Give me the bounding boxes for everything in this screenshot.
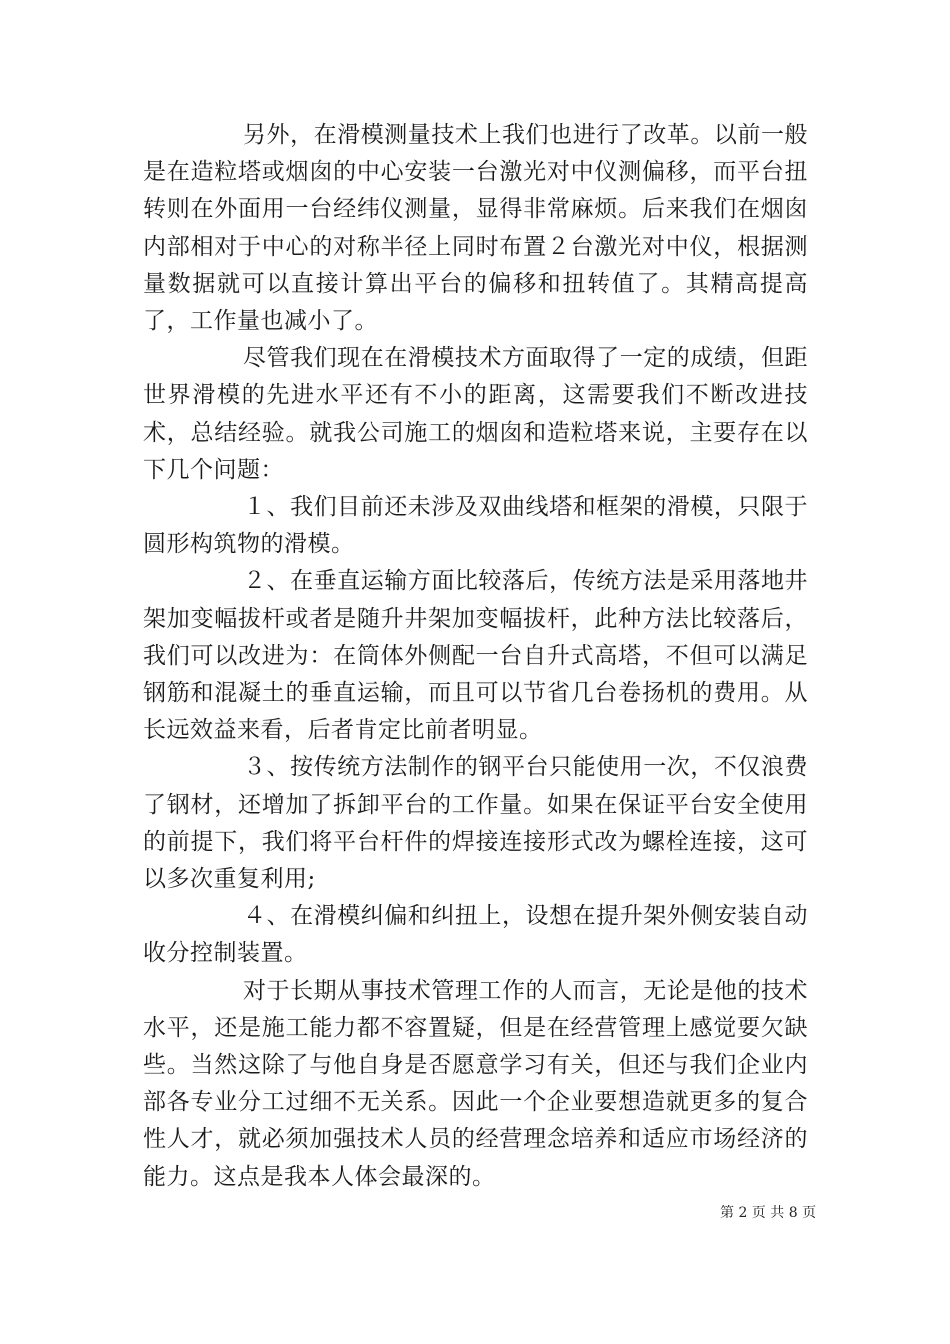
paragraph-management-reflection: 对于长期从事技术管理工作的人而言，无论是他的技术水平，还是施工能力都不容置疑，但是在经营管理上感觉要欠缺些。当然这除了与他自身是否愿意学习有关，但还与我们企业内部各专业分工过细不无关系。因此一个企业要想造就更多的复合性人才，就必须加强技术人员的经营理念培养和适应市场经济的能力。这点是我本人体会最深的。 — [143, 977, 808, 1190]
paragraph-measurement-reform: 另外，在滑模测量技术上我们也进行了改革。以前一般是在造粒塔或烟囱的中心安装一台激光对中仪测偏移，而平台扭转则在外面用一台经纬仪测量，显得非常麻烦。后来我们在烟囱内部相对于中心的对称半径上同时布置２台激光对中仪，根据测量数据就可以直接计算出平台的偏移和扭转值了。其精高提高了，工作量也减小了。 — [143, 122, 808, 335]
page-number: 第 2 页 共 8 页 — [720, 1205, 817, 1221]
paragraph-issue-4: ４、在滑模纠偏和纠扭上，设想在提升架外侧安装自动收分控制装置。 — [143, 903, 808, 967]
paragraph-current-status: 尽管我们现在在滑模技术方面取得了一定的成绩，但距世界滑模的先进水平还有不小的距离，这需要我们不断改进技术，总结经验。就我公司施工的烟囱和造粒塔来说，主要存在以下几个问题： — [143, 345, 808, 483]
document-body — [143, 117, 808, 1196]
paragraph-issue-1: １、我们目前还未涉及双曲线塔和框架的滑模，只限于圆形构筑物的滑模。 — [143, 494, 808, 558]
paragraph-issue-3: ３、按传统方法制作的钢平台只能使用一次，不仅浪费了钢材，还增加了拆卸平台的工作量。如果在保证平台安全使用的前提下，我们将平台杆件的焊接连接形式改为螺栓连接，这可以多次重复利用; — [143, 754, 808, 893]
paragraph-issue-2: ２、在垂直运输方面比较落后，传统方法是采用落地井架加变幅拔杆或者是随升井架加变幅拔杆，此种方法比较落后，我们可以改进为：在筒体外侧配一台自升式高塔，不但可以满足钢筋和混凝土的垂直运输，而且可以节省几台卷扬机的费用。从长远效益来看，后者肯定比前者明显。 — [143, 568, 808, 744]
